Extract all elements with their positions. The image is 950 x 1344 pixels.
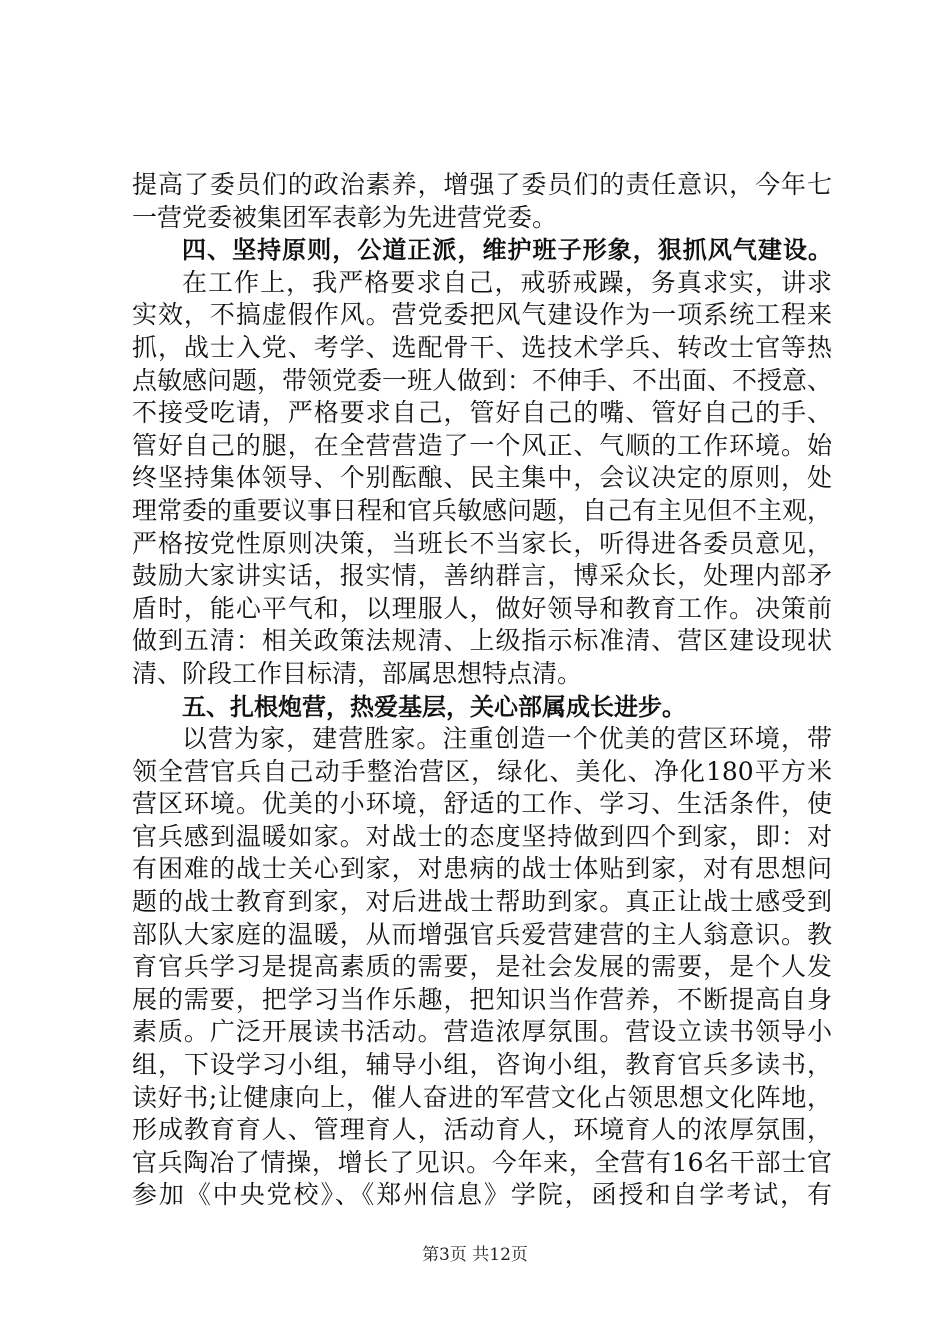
- text-line: 提高了委员们的政治素养，增强了委员们的责任意识，今年七: [132, 170, 832, 199]
- text-line: 严格按党性原则决策，当班长不当家长，听得进各委员意见，: [132, 528, 832, 558]
- text-line: 抓，战士入党、考学、选配骨干、选技术学兵、转改士官等热: [132, 332, 832, 362]
- text-line: 官兵感到温暖如家。对战士的态度坚持做到四个到家，即：对: [132, 821, 832, 851]
- text-line: 题的战士教育到家，对后进战士帮助到家。真正让战士感受到: [132, 887, 832, 917]
- text-line: 盾时，能心平气和，以理服人，做好领导和教育工作。决策前: [132, 593, 832, 623]
- text-line: 领全营官兵自己动手整治营区，绿化、美化、净化180平方米: [132, 756, 832, 786]
- text-line: 终坚持集体领导、个别酝酿、民主集中，会议决定的原则，处: [132, 463, 832, 493]
- section-heading: 四、坚持原则，公道正派，维护班子形象，狠抓风气建设。: [182, 236, 832, 265]
- text-line: 素质。广泛开展读书活动。营造浓厚氛围。营设立读书领导小: [132, 1017, 832, 1047]
- text-line: 官兵陶冶了情操，增长了见识。今年来，全营有16名干部士官: [132, 1147, 832, 1177]
- text-line: 做到五清：相关政策法规清、上级指示标准清、营区建设现状: [132, 626, 832, 656]
- text-line: 鼓励大家讲实话，报实情，善纳群言，博采众长，处理内部矛: [132, 561, 832, 591]
- text-line: 理常委的重要议事日程和官兵敏感问题，自己有主见但不主观，: [132, 495, 833, 525]
- text-line: 营区环境。优美的小环境，舒适的工作、学习、生活条件，使: [132, 789, 832, 819]
- body-text: [132, 169, 832, 1212]
- text-line: 不接受吃请，严格要求自己，管好自己的嘴、管好自己的手、: [132, 398, 832, 428]
- text-line: 以营为家，建营胜家。注重创造一个优美的营区环境，带: [182, 724, 832, 754]
- text-line: 组，下设学习小组，辅导小组，咨询小组，教育官兵多读书，: [132, 1050, 832, 1080]
- text-line: 实效，不搞虚假作风。营党委把风气建设作为一项系统工程来: [132, 300, 832, 330]
- text-line: 点敏感问题，带领党委一班人做到：不伸手、不出面、不授意、: [132, 365, 833, 395]
- text-line: 在工作上，我严格要求自己，戒骄戒躁，务真求实，讲求: [182, 267, 832, 297]
- text-line: 清、阶段工作目标清，部属思想特点清。: [132, 658, 583, 688]
- text-line: 参加《中央党校》、《郑州信息》学院，函授和自学考试，有: [132, 1180, 832, 1210]
- section-heading: 五、扎根炮营，热爱基层，关心部属成长进步。: [182, 692, 686, 721]
- text-line: 一营党委被集团军表彰为先进营党委。: [132, 202, 558, 232]
- text-line: 形成教育育人、管理育人，活动育人，环境育人的浓厚氛围，: [132, 1115, 832, 1145]
- text-line: 育官兵学习是提高素质的需要，是社会发展的需要，是个人发: [132, 952, 832, 982]
- text-line: 读好书;让健康向上，催人奋进的军营文化占领思想文化阵地，: [132, 1082, 832, 1112]
- page-number-footer: 第3页 共12页: [422, 1245, 528, 1265]
- text-line: 部队大家庭的温暖，从而增强官兵爱营建营的主人翁意识。教: [132, 919, 832, 949]
- text-line: 有困难的战士关心到家，对患病的战士体贴到家，对有思想问: [132, 854, 832, 884]
- text-line: 展的需要，把学习当作乐趣，把知识当作营养，不断提高自身: [132, 984, 832, 1014]
- text-line: 管好自己的腿，在全营营造了一个风正、气顺的工作环境。始: [132, 430, 832, 460]
